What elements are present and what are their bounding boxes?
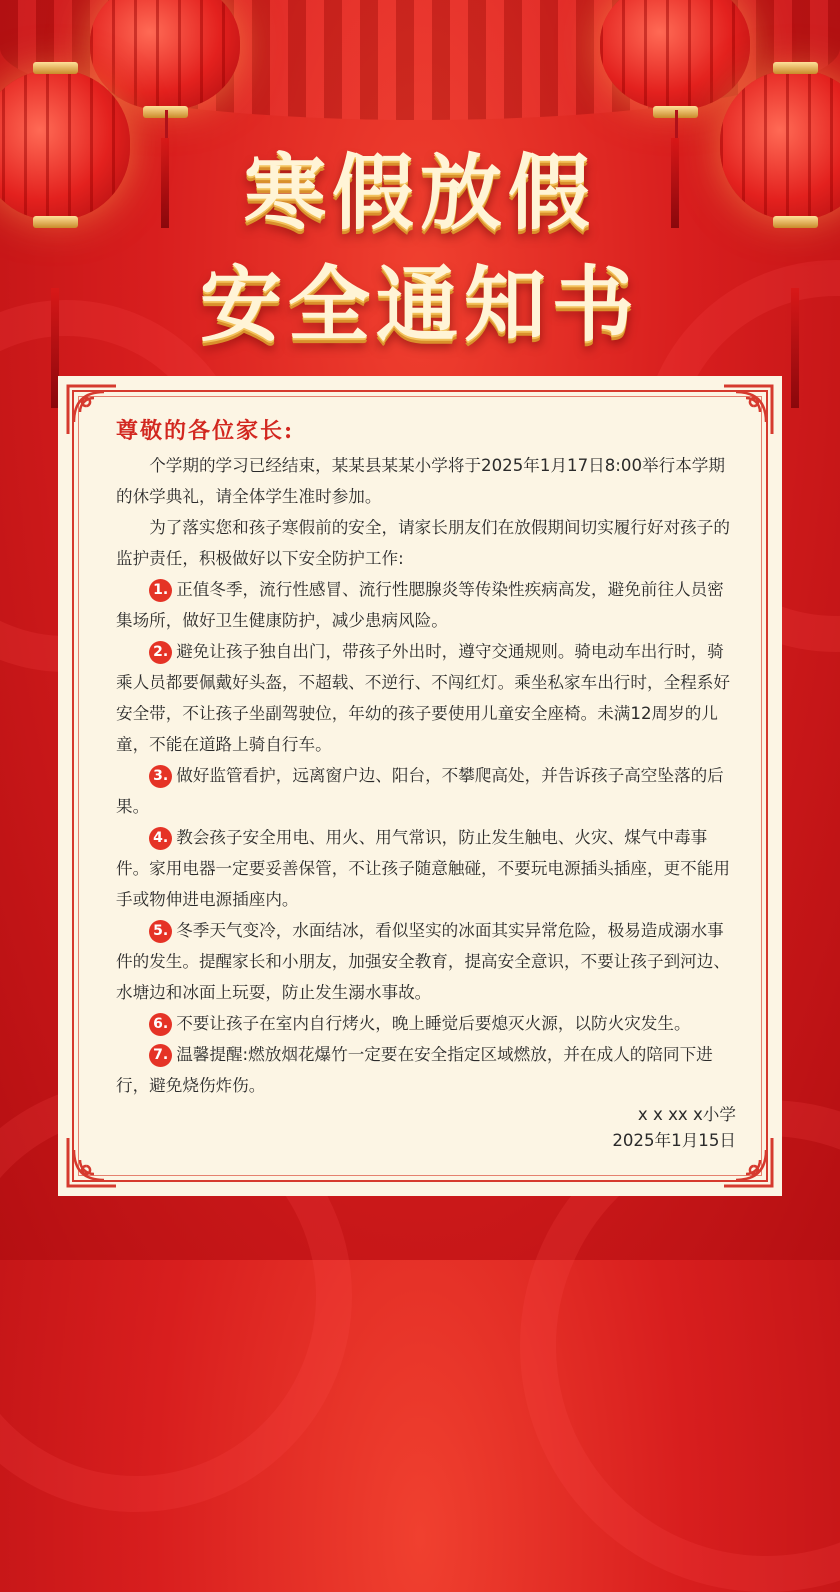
- item-number-badge: 6.: [149, 1013, 172, 1036]
- list-item: [116, 1008, 736, 1039]
- item-text: 冬季天气变冷，水面结冰，看似坚实的冰面其实异常危险，极易造成溺水事件的发生。提醒家长和小朋友，加强安全教育，提高安全意识，不要让孩子到河边、水塘边和冰面上玩耍，防止发生溺水事故。: [116, 921, 730, 1002]
- page-title-line1: 寒假放假: [243, 146, 596, 241]
- list-item: [116, 760, 736, 822]
- item-number-badge: 3.: [149, 765, 172, 788]
- signature-block: [612, 1102, 736, 1154]
- item-text: 温馨提醒:燃放烟花爆竹一定要在安全指定区域燃放，并在成人的陪同下进行，避免烧伤炸伤。: [116, 1045, 713, 1095]
- signature-date: 2025年1月15日: [612, 1131, 736, 1150]
- item-text: 教会孩子安全用电、用火、用气常识，防止发生触电、火灾、煤气中毒事件。家用电器一定要妥善保管，不让孩子随意触碰，不要玩电源插头插座，更不能用手或物伸进电源插座内。: [116, 828, 730, 909]
- greeting: 尊敬的各位家长:: [116, 418, 295, 444]
- corner-ornament-icon: [64, 382, 120, 438]
- item-number-badge: 7.: [149, 1044, 172, 1067]
- corner-ornament-icon: [720, 382, 776, 438]
- item-number-badge: 4.: [149, 827, 172, 850]
- item-number-badge: 2.: [149, 641, 172, 664]
- item-text: 避免让孩子独自出门，带孩子外出时，遵守交通规则。骑电动车出行时，骑乘人员都要佩戴好头盔，不超载、不逆行、不闯红灯。乘坐私家车出行时，全程系好安全带，不让孩子坐副驾驶位，年幼的孩子要使用儿童安全座椅。未满12周岁的儿童，不能在道路上骑自行车。: [116, 642, 730, 754]
- item-number-badge: 1.: [149, 579, 172, 602]
- list-item: [116, 915, 736, 1008]
- notice-paper: [58, 376, 782, 1196]
- item-text: 做好监管看护，远离窗户边、阳台，不攀爬高处，并告诉孩子高空坠落的后果。: [116, 766, 724, 816]
- list-item: [116, 636, 736, 760]
- school-name: x x xx x小学: [637, 1105, 736, 1124]
- list-item: [116, 574, 736, 636]
- notice-body: [116, 450, 736, 1101]
- item-number-badge: 5.: [149, 920, 172, 943]
- item-text: 不要让孩子在室内自行烤火，晚上睡觉后要熄灭火源，以防火灾发生。: [176, 1014, 691, 1033]
- intro-paragraph: 个学期的学习已经结束，某某县某某小学将于2025年1月17日8:00举行本学期的休学典礼，请全体学生准时参加。: [116, 456, 725, 506]
- list-item: [116, 822, 736, 915]
- list-item: [116, 1039, 736, 1101]
- item-text: 正值冬季，流行性感冒、流行性腮腺炎等传染性疾病高发，避免前往人员密集场所，做好卫生健康防护，减少患病风险。: [116, 580, 724, 630]
- intro-paragraph: 为了落实您和孩子寒假前的安全，请家长朋友们在放假期间切实履行好对孩子的监护责任，积极做好以下安全防护工作:: [116, 518, 730, 568]
- corner-ornament-icon: [64, 1134, 120, 1190]
- page-title-line2: 安全通知书: [199, 258, 640, 353]
